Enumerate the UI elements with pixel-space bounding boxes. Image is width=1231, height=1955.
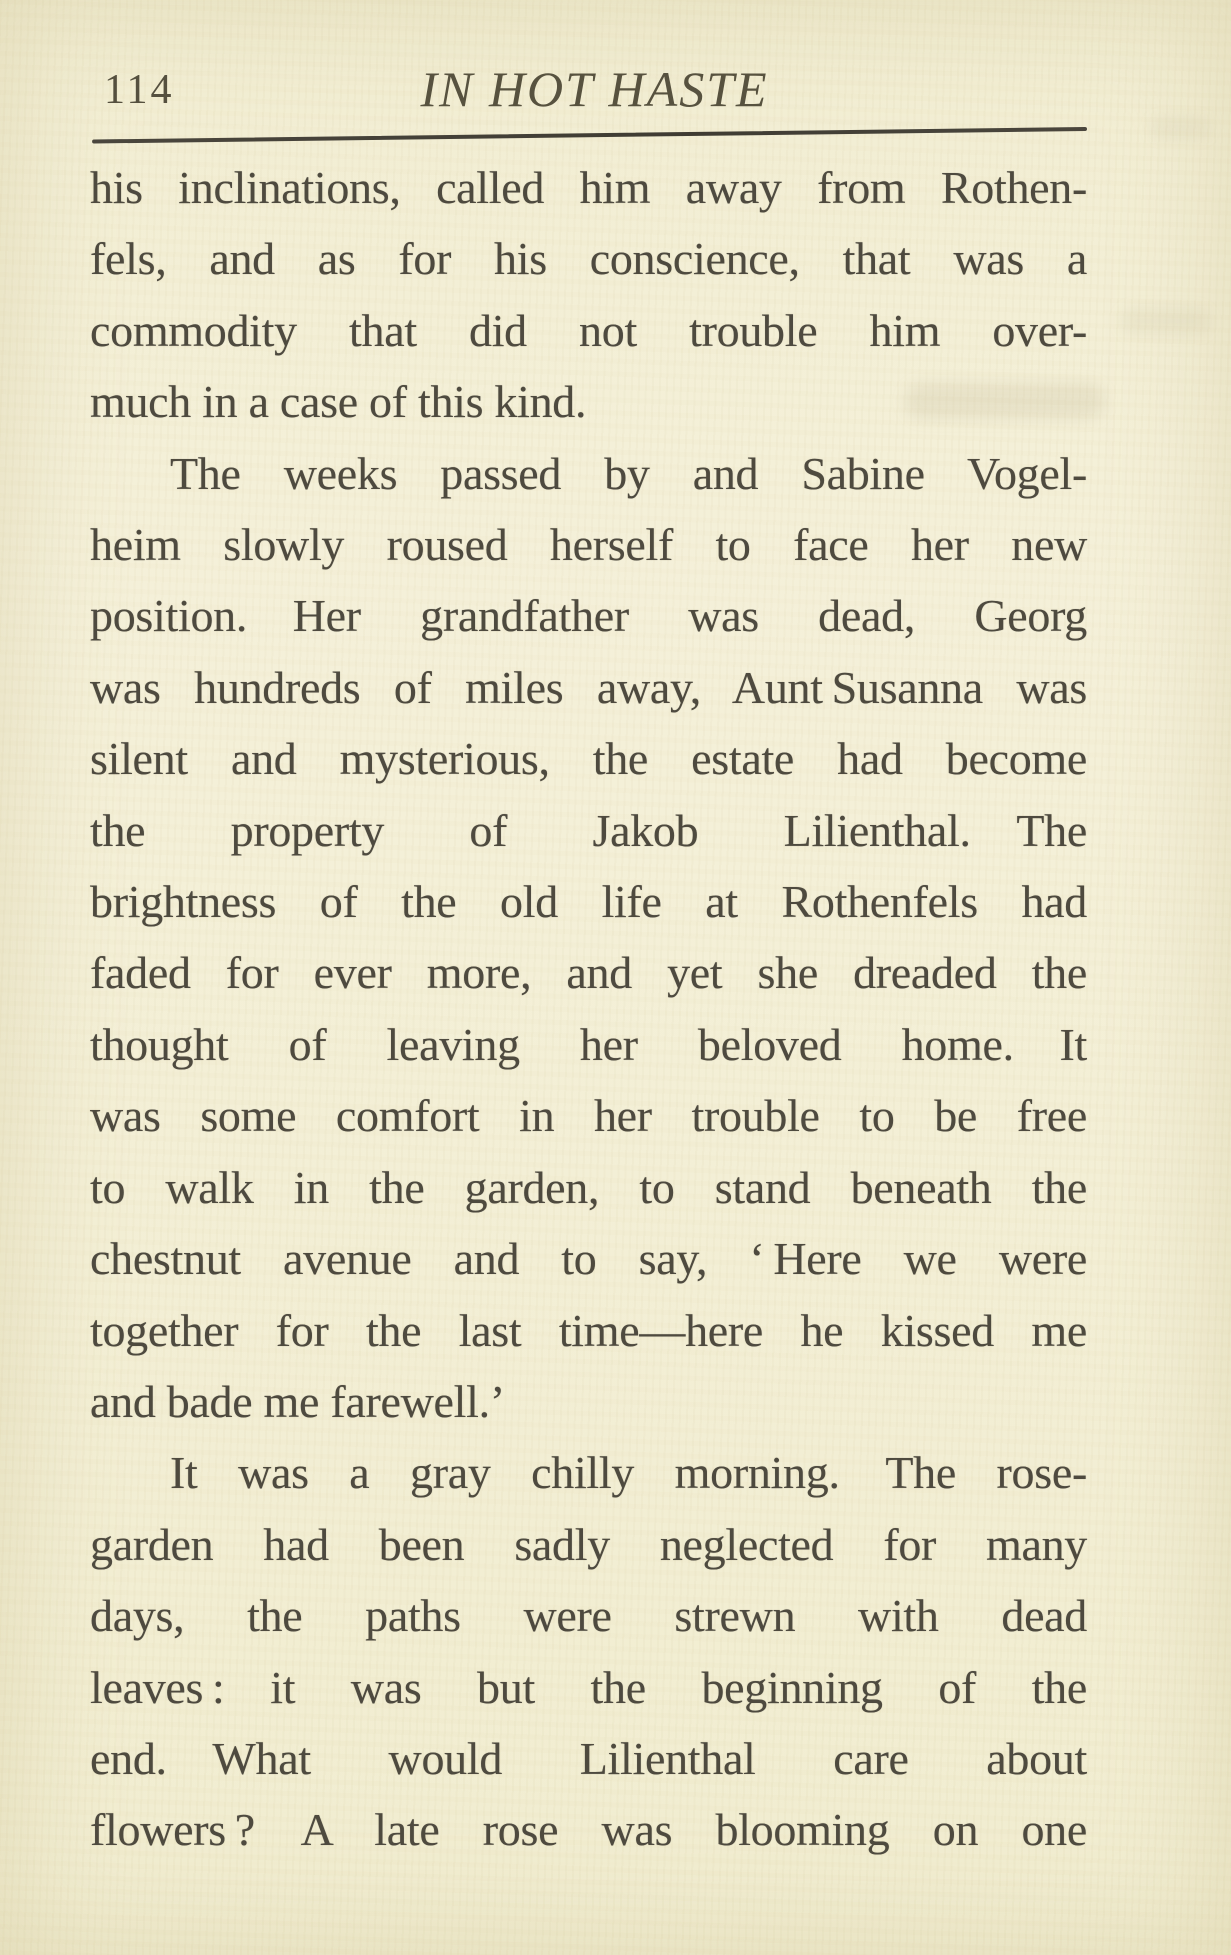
text-line: The weeks passed by and Sabine Vogel- <box>170 447 1087 499</box>
text-line: leaves : it was but the beginning of the <box>90 1661 1087 1713</box>
paper-showthrough-smudge <box>1120 308 1210 334</box>
paragraph <box>90 1437 1087 1865</box>
paragraph <box>90 438 1087 1438</box>
text-line: commodity that did not trouble him over- <box>90 304 1087 356</box>
text-line: thought of leaving her beloved home. It <box>90 1018 1087 1070</box>
page-body <box>90 152 1087 1866</box>
text-line: silent and mysterious, the estate had become <box>90 733 1087 785</box>
text-line: garden had been sadly neglected for many <box>90 1518 1087 1570</box>
text-line: his inclinations, called him away from Rothen- <box>90 162 1087 213</box>
header-rule <box>92 127 1087 144</box>
text-line: end. What would Lilienthal care about <box>90 1732 1087 1784</box>
text-line: was hundreds of miles away, Aunt Susanna was <box>90 661 1087 713</box>
text-line: together for the last time—here he kissed me <box>90 1304 1087 1356</box>
text-line: It was a gray chilly morning. The rose- <box>170 1447 1087 1499</box>
text-line: position. Her grandfather was dead, Georg <box>90 590 1087 642</box>
running-title: IN HOT HASTE <box>420 61 769 117</box>
text-line: to walk in the garden, to stand beneath the <box>90 1161 1087 1213</box>
text-line: faded for ever more, and yet she dreaded the <box>90 947 1087 999</box>
text-line: the property of Jakob Lilienthal. The <box>90 804 1087 856</box>
text-line: much in a case of this kind. <box>90 376 587 428</box>
text-line: chestnut avenue and to say, ‘ Here we were <box>90 1233 1087 1285</box>
text-line: and bade me farewell.’ <box>90 1375 505 1427</box>
text-line: days, the paths were strewn with dead <box>90 1590 1087 1642</box>
text-line: heim slowly roused herself to face her new <box>90 519 1087 571</box>
text-line: was some comfort in her trouble to be free <box>90 1090 1087 1142</box>
text-line: flowers ? A late rose was blooming on one <box>90 1804 1087 1856</box>
paragraph <box>90 152 1087 438</box>
text-line: brightness of the old life at Rothenfels had <box>90 876 1087 928</box>
page-number: 114 <box>104 67 175 113</box>
text-line: fels, and as for his conscience, that was a <box>90 233 1087 285</box>
paper-showthrough-smudge <box>1150 118 1210 138</box>
